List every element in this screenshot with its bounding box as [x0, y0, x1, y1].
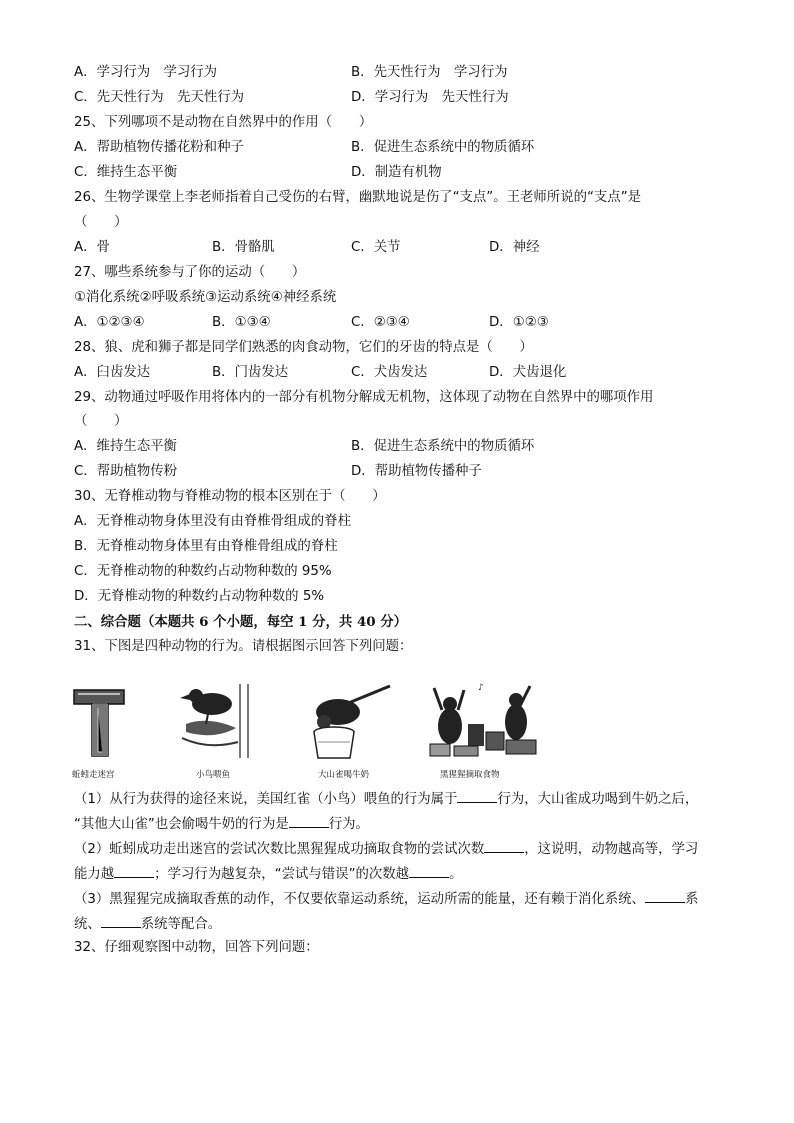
q29-option-c: C．帮助植物传粉 [74, 464, 178, 479]
caption-earthworm-maze: 蚯蚓走迷宫 [72, 770, 115, 780]
q28-option-c: C．犬齿发达 [351, 365, 428, 380]
q30-option-b: B．无脊椎动物身体里有由脊椎骨组成的脊柱 [74, 539, 338, 554]
q30-stem: 30、无脊椎动物与脊椎动物的根本区别在于（ ） [74, 489, 386, 504]
q24-option-b: B．先天性行为 学习行为 [351, 65, 508, 80]
q31-part2-line2: 能力越 ；学习行为越复杂，“尝试与错误”的次数越 。 [74, 864, 462, 884]
tit-drinking-milk-illustration [306, 682, 392, 762]
q26-stem: 26、生物学课堂上李老师指着自己受伤的右臂，幽默地说是伤了“支点”。王老师所说的“支点”是 [74, 190, 642, 205]
q30-option-a: A．无脊椎动物身体里没有由脊椎骨组成的脊柱 [74, 514, 351, 529]
q27-system-list: ①消化系统②呼吸系统③运动系统④神经系统 [74, 290, 337, 305]
chimpanzee-getting-food-illustration [420, 680, 548, 760]
q31-figure-row [70, 680, 590, 780]
answer-blank[interactable] [645, 889, 685, 903]
q24-option-c: C．先天性行为 先天性行为 [74, 90, 245, 105]
q29-stem: 29、动物通过呼吸作用将体内的一部分有机物分解成无机物，这体现了动物在自然界中的哪项作用 [74, 390, 654, 405]
q30-option-c: C．无脊椎动物的种数约占动物种数的 95% [74, 564, 332, 579]
q27-option-d: D．①②③ [489, 315, 549, 330]
q28-option-a: A．臼齿发达 [74, 365, 151, 380]
answer-blank[interactable] [114, 864, 154, 878]
svg-text:♪: ♪ [478, 683, 484, 693]
q25-option-c: C．维持生态平衡 [74, 165, 178, 180]
section-2-heading: 二、综合题（本题共 6 个小题，每空 1 分，共 40 分） [74, 614, 408, 630]
caption-bird-feeding-fish: 小鸟喂鱼 [196, 770, 231, 780]
q27-option-c: C．②③④ [351, 315, 410, 330]
q28-stem: 28、狼、虎和狮子都是同学们熟悉的肉食动物，它们的牙齿的特点是（ ） [74, 340, 533, 355]
q26-option-c: C．关节 [351, 240, 401, 255]
q26-paren: （ ） [74, 215, 128, 230]
answer-blank[interactable] [484, 839, 524, 853]
caption-chimpanzee-getting-food: 黑猩猩摘取食物 [440, 770, 500, 780]
q31-part1-line2: “其他大山雀”也会偷喝牛奶的行为是 行为。 [74, 814, 369, 834]
q27-option-a: A．①②③④ [74, 315, 145, 330]
q26-option-a: A．骨 [74, 240, 110, 255]
q31-part1-line1: （1）从行为获得的途径来说，美国红雀（小鸟）喂鱼的行为属于 行为，大山雀成功喝到牛奶之后， [74, 789, 698, 809]
q24-option-d: D．学习行为 先天性行为 [351, 90, 509, 105]
answer-blank[interactable] [101, 914, 141, 928]
q29-option-b: B．促进生态系统中的物质循环 [351, 439, 535, 454]
answer-blank[interactable] [457, 789, 497, 803]
q29-option-d: D．帮助植物传播种子 [351, 464, 482, 479]
q26-option-d: D．神经 [489, 240, 540, 255]
q27-stem: 27、哪些系统参与了你的运动（ ） [74, 265, 306, 280]
q25-stem: 25、下列哪项不是动物在自然界中的作用（ ） [74, 115, 373, 130]
answer-blank[interactable] [409, 864, 449, 878]
caption-tit-drinking-milk: 大山雀喝牛奶 [318, 770, 370, 780]
q30-option-d: D．无脊椎动物的种数约占动物种数的 5% [74, 589, 325, 604]
q28-option-d: D．犬齿退化 [489, 365, 567, 380]
q26-option-b: B．骨骼肌 [212, 240, 275, 255]
q31-stem: 31、下图是四种动物的行为。请根据图示回答下列问题： [74, 639, 413, 654]
answer-blank[interactable] [289, 814, 329, 828]
maze-illustration [70, 686, 130, 762]
q32-stem: 32、仔细观察图中动物，回答下列问题： [74, 940, 319, 955]
q28-option-b: B．门齿发达 [212, 365, 289, 380]
q29-paren: （ ） [74, 414, 128, 429]
q29-option-a: A．维持生态平衡 [74, 439, 177, 454]
q24-option-a: A．学习行为 学习行为 [74, 65, 218, 80]
q25-option-b: B．促进生态系统中的物质循环 [351, 140, 535, 155]
q25-option-d: D．制造有机物 [351, 165, 442, 180]
q31-part2-line1: （2）蚯蚓成功走出迷宫的尝试次数比黑猩猩成功摘取食物的尝试次数 ，这说明，动物越高等，学习 [74, 839, 698, 859]
q25-option-a: A．帮助植物传播花粉和种子 [74, 140, 244, 155]
q31-part3-line2: 统、 系统等配合。 [74, 914, 221, 934]
bird-feeding-fish-illustration [178, 680, 258, 760]
q31-part3-line1: （3）黑猩猩完成摘取香蕉的动作，不仅要依靠运动系统，运动所需的能量，还有赖于消化系统、 系 [74, 889, 698, 909]
q27-option-b: B．①③④ [212, 315, 271, 330]
